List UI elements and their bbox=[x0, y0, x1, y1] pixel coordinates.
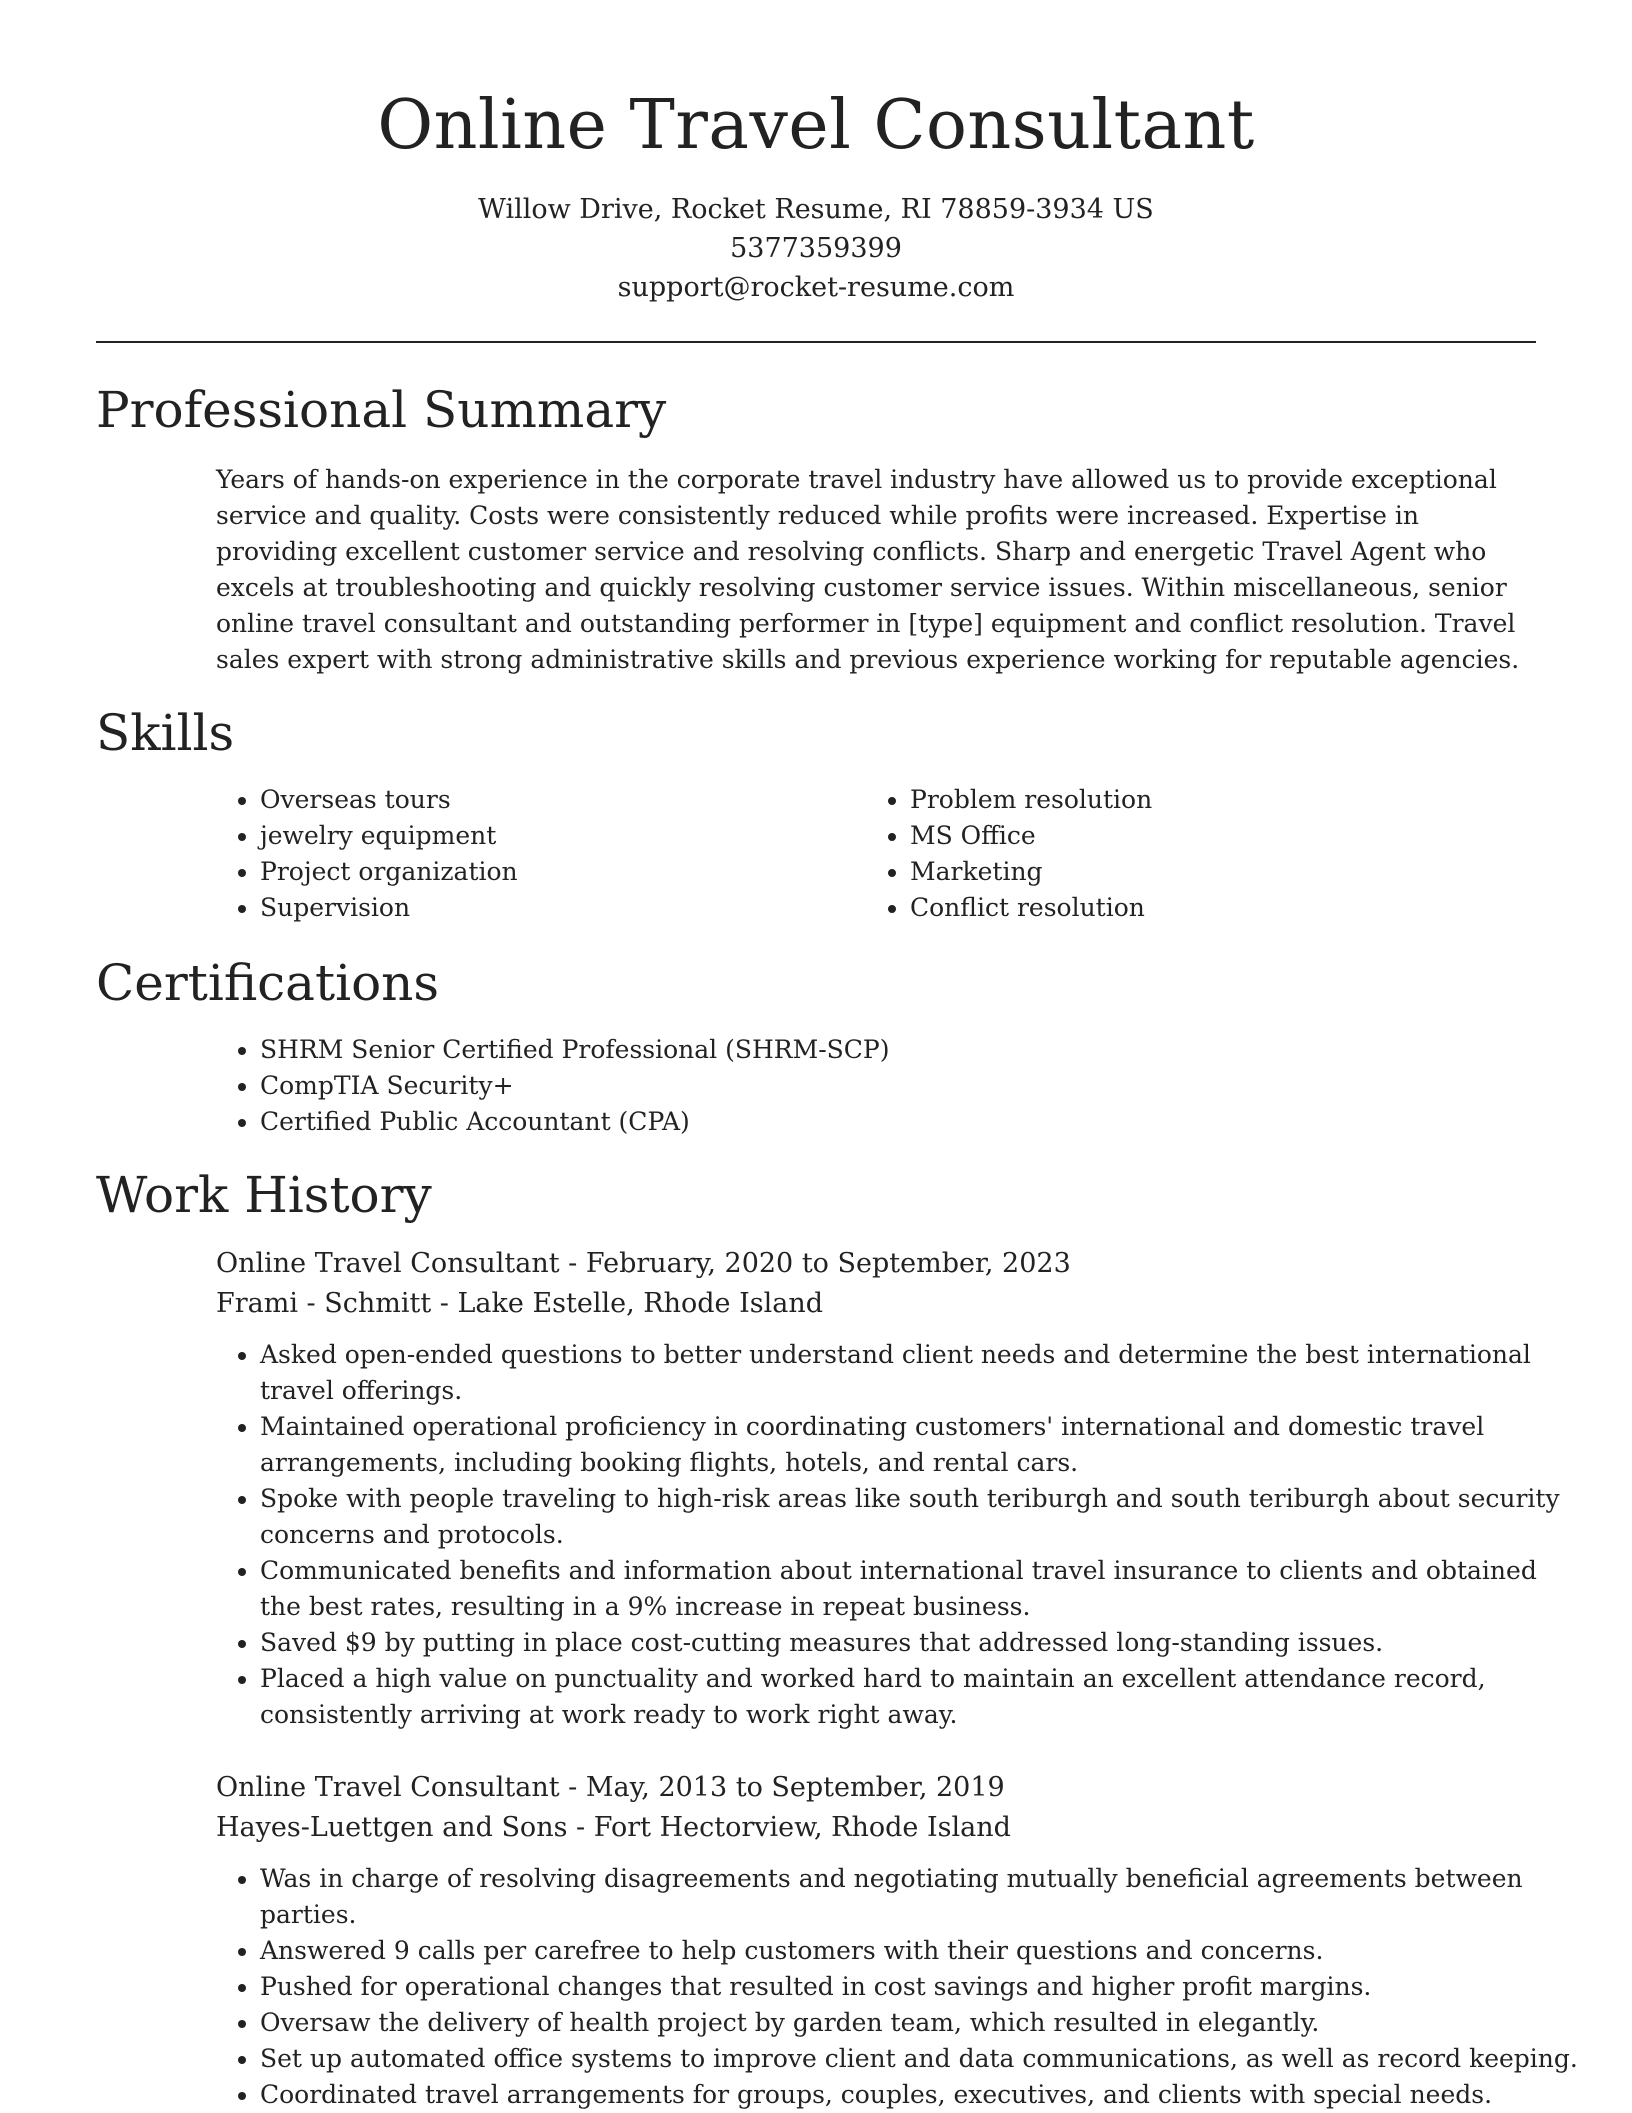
job-title-line: Online Travel Consultant - February, 2020 to September, 2023 bbox=[216, 1248, 1071, 1279]
resume-title: Online Travel Consultant bbox=[377, 86, 1255, 165]
skills-heading: Skills bbox=[96, 704, 235, 762]
contact-block bbox=[0, 190, 1632, 307]
summary-heading: Professional Summary bbox=[96, 381, 667, 439]
job-bullets bbox=[216, 1337, 1580, 1733]
skill-item: • jewelry equipment bbox=[260, 818, 820, 854]
summary-text: Years of hands-on experience in the corporate travel industry have allowed us to provide exceptional service and quality. Costs were consistently reduced while profits were increased. Expertise in providing excellent customer service and resolving conflicts. Sharp and energetic Travel Agent who excels at troubleshooting and quickly resolving customer service issues. Within miscellaneous, senior online travel consultant and outstanding performer in [type] equipment and conflict resolution. Travel sales expert with strong administrative skills and previous experience working for reputable agencies. bbox=[216, 465, 1520, 674]
certification-item: • SHRM Senior Certified Professional (SHRM-SCP) bbox=[260, 1032, 1580, 1068]
skill-item: • Project organization bbox=[260, 854, 820, 890]
skill-item: • Supervision bbox=[260, 890, 820, 926]
job-bullet: • Set up automated office systems to improve client and data communications, as well as record keeping. bbox=[260, 2041, 1580, 2077]
job-bullet: • Was in charge of resolving disagreements and negotiating mutually beneficial agreements between parties. bbox=[260, 1861, 1580, 1933]
skill-item: • MS Office bbox=[910, 818, 1530, 854]
certification-item: • CompTIA Security+ bbox=[260, 1068, 1580, 1104]
skill-item: • Marketing bbox=[910, 854, 1530, 890]
job-bullet: • Coordinated travel arrangements for groups, couples, executives, and clients with special needs. bbox=[260, 2077, 1580, 2113]
certification-item: • Certified Public Accountant (CPA) bbox=[260, 1104, 1580, 1140]
work-history-heading: Work History bbox=[96, 1166, 432, 1224]
skills-list-left bbox=[216, 782, 820, 926]
contact-phone: 5377359399 bbox=[730, 233, 902, 264]
job-bullet: • Maintained operational proficiency in coordinating customers' international and domestic travel arrangements, including booking flights, hotels, and rental cars. bbox=[260, 1409, 1580, 1481]
job-bullet: • Spoke with people traveling to high-risk areas like south teriburgh and south teriburgh about security concerns and protocols. bbox=[260, 1481, 1580, 1553]
skill-item: • Overseas tours bbox=[260, 782, 820, 818]
certifications-heading: Certifications bbox=[96, 954, 440, 1012]
job-bullet: • Pushed for operational changes that resulted in cost savings and higher profit margins. bbox=[260, 1969, 1580, 2005]
job-bullet: • Oversaw the delivery of health project by garden team, which resulted in elegantly. bbox=[260, 2005, 1580, 2041]
contact-email: support@rocket-resume.com bbox=[617, 272, 1015, 303]
job-bullets bbox=[216, 1861, 1580, 2113]
job-bullet: • Asked open-ended questions to better understand client needs and determine the best international travel offerings. bbox=[260, 1337, 1580, 1409]
contact-address: Willow Drive, Rocket Resume, RI 78859-3934 US bbox=[478, 194, 1154, 225]
job-title-line: Online Travel Consultant - May, 2013 to September, 2019 bbox=[216, 1772, 1005, 1803]
header-divider bbox=[96, 341, 1536, 343]
skills-list-right bbox=[866, 782, 1530, 926]
job-company-line: Hayes-Luettgen and Sons - Fort Hectorview, Rhode Island bbox=[216, 1812, 1011, 1843]
job-bullet: • Answered 9 calls per carefree to help customers with their questions and concerns. bbox=[260, 1933, 1580, 1969]
skill-item: • Conflict resolution bbox=[910, 890, 1530, 926]
job-bullet: • Saved $9 by putting in place cost-cutting measures that addressed long-standing issues. bbox=[260, 1625, 1580, 1661]
skill-item: • Problem resolution bbox=[910, 782, 1530, 818]
certifications-list bbox=[216, 1032, 1580, 1140]
job-bullet: • Placed a high value on punctuality and worked hard to maintain an excellent attendance record, consistently arriving at work ready to work right away. bbox=[260, 1661, 1580, 1733]
job-company-line: Frami - Schmitt - Lake Estelle, Rhode Island bbox=[216, 1288, 823, 1319]
job-bullet: • Communicated benefits and information about international travel insurance to clients and obtained the best rates, resulting in a 9% increase in repeat business. bbox=[260, 1553, 1580, 1625]
